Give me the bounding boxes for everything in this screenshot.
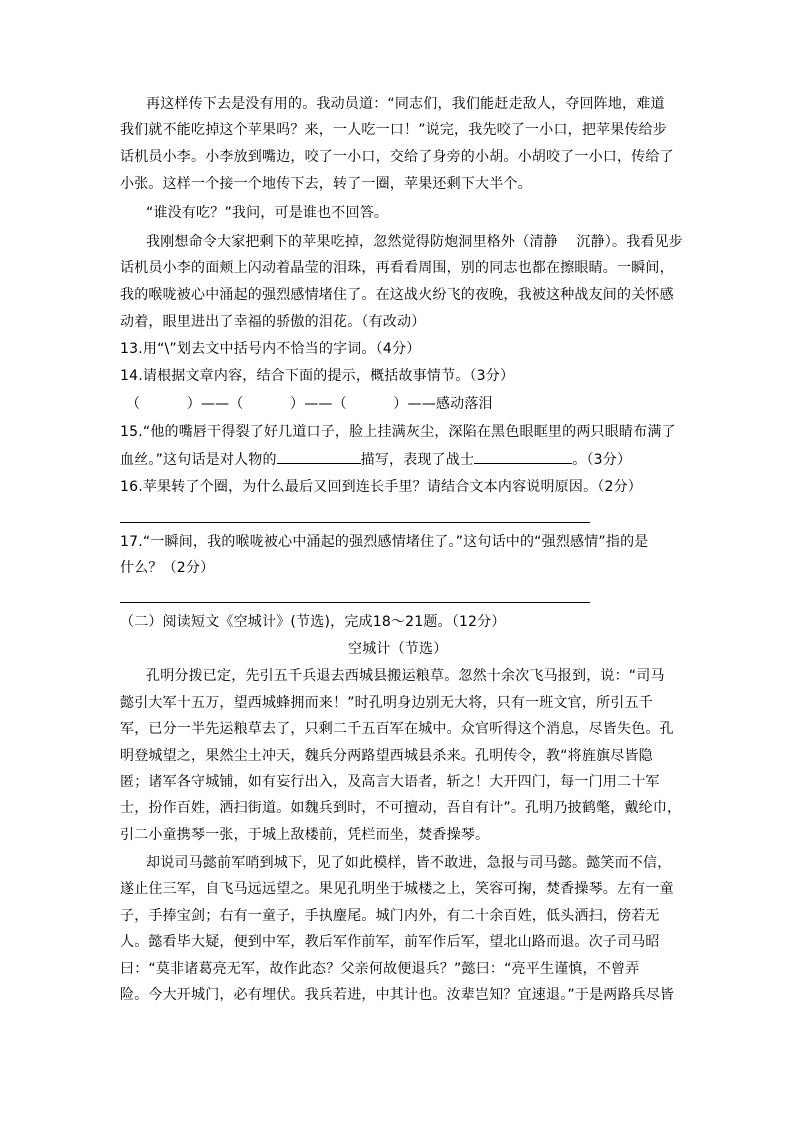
section-2-heading: （二）阅读短文《空城计》(节选)，完成18～21题。（12分） bbox=[120, 614, 506, 630]
question-14: 14.请根据文章内容，结合下面的提示，概括故事情节。（3分） bbox=[120, 368, 515, 384]
text-line: 17.“一瞬间，我的喉咙被心中涌起的强烈感情堵住了。”这句话中的“强烈感情”指的是 bbox=[120, 534, 649, 550]
text-line: 险。今大开城门，必有埋伏。我兵若进，中其计也。汝辈岂知？宜速退。”于是两路兵尽皆 bbox=[120, 987, 675, 1003]
text-line: 曰：“莫非诸葛亮无军，故作此态？父亲何故便退兵？”懿曰：“亮平生谨慎，不曾弄 bbox=[120, 961, 640, 977]
section-2-title: 空城计（节选） bbox=[348, 641, 448, 657]
text-line: 再这样传下去是没有用的。我动员道：“同志们，我们能赶走敌人，夺回阵地，难道 bbox=[146, 96, 665, 112]
text-line: 人。懿看毕大疑，便到中军，教后军作前军，前军作后军，望北山路而退。次子司马昭 bbox=[120, 934, 660, 950]
text-line: 军，已分一半先运粮草去了，只剩二千五百军在城中。众官听得这个消息，尽皆失色。孔 bbox=[120, 721, 674, 737]
text-line: 15.“他的嘴唇干得裂了好几道口子，脸上挂满灰尘，深陷在黑色眼眶里的两只眼睛布满了 bbox=[120, 424, 676, 440]
text-line: 遂止住三军，自飞马远远望之。果见孔明坐于城楼之上，笑容可掬，焚香操琴。左有一童 bbox=[120, 881, 674, 897]
text-line: 懿引大军十五万，望西城蜂拥而来！”时孔明身边别无大将，只有一班文官，所引五千 bbox=[120, 695, 653, 711]
text-line: 小张。这样一个接一个地传下去，转了一圈，苹果还剩下大半个。 bbox=[120, 176, 532, 192]
answer-line[interactable] bbox=[120, 522, 590, 523]
text-line: 我的喉咙被心中涌起的强烈感情堵住了。在这战火纷飞的夜晚，我被这种战友间的关怀感 bbox=[120, 287, 674, 303]
answer-blank[interactable] bbox=[277, 449, 361, 464]
text-line: 我刚想命令大家把剩下的苹果吃掉，忽然觉得防炮洞里格外（清静 沉静）。我看见步 bbox=[146, 234, 683, 250]
text-line: 匿；诸军各守城铺，如有妄行出入，及高言大语者，斩之！大开四门，每一门用二十军 bbox=[120, 774, 660, 790]
text-line: 我们就不能吃掉这个苹果吗？来，一人吃一口！”说完，我先咬了一小口，把苹果传给步 bbox=[120, 122, 668, 138]
answer-line[interactable] bbox=[120, 602, 590, 603]
text-line: 话机员小李。小李放到嘴边，咬了一小口，交给了身旁的小胡。小胡咬了一小口，传给了 bbox=[120, 149, 674, 165]
text-line: 明登城望之，果然尘土冲天，魏兵分两路望西城县杀来。孔明传令，教“将旌旗尽皆隐 bbox=[120, 748, 653, 764]
text-line: 士，扮作百姓，洒扫街道。如魏兵到时，不可擅动，吾自有计”。孔明乃披鹤氅，戴纶巾， bbox=[120, 800, 682, 816]
question-16: 16.苹果转了个圈，为什么最后又回到连长手里？请结合文本内容说明原因。（2分） bbox=[120, 479, 642, 495]
passage-paragraph-2: “谁没有吃？”我问，可是谁也不回答。 bbox=[146, 205, 389, 221]
text-line: 引二小童携琴一张，于城上敌楼前，凭栏而坐，焚香操琴。 bbox=[120, 827, 490, 843]
text-line: 孔明分拨已定，先引五千兵退去西城县搬运粮草。忽然十余次飞马报到，说：“司马 bbox=[146, 668, 665, 684]
text-line: 血丝。”这句话是对人物的 描写，表现了战士 。（3分） bbox=[120, 449, 631, 470]
text-line: 却说司马懿前军哨到城下，见了如此模样，皆不敢进，急报与司马懿。懿笑而不信， bbox=[146, 855, 672, 871]
answer-blank[interactable] bbox=[474, 449, 572, 464]
text-line: 动着，眼里进出了幸福的骄傲的泪花。（有改动） bbox=[120, 314, 426, 330]
text-line: 什么？（2分） bbox=[120, 560, 215, 576]
question-14-answer-template: （ ）——（ ）——（ ）——感动落泪 bbox=[126, 396, 493, 412]
question-13: 13.用“\”划去文中括号内不恰当的字词。（4分） bbox=[120, 341, 421, 357]
text-line: 话机员小李的面颊上闪动着晶莹的泪珠，再看看周围，别的同志也都在擦眼睛。一瞬间， bbox=[120, 260, 674, 276]
text-line: 子，手捧宝剑；右有一童子，手执麈尾。城门内外，有二十余百姓，低头洒扫，傍若无 bbox=[120, 908, 660, 924]
